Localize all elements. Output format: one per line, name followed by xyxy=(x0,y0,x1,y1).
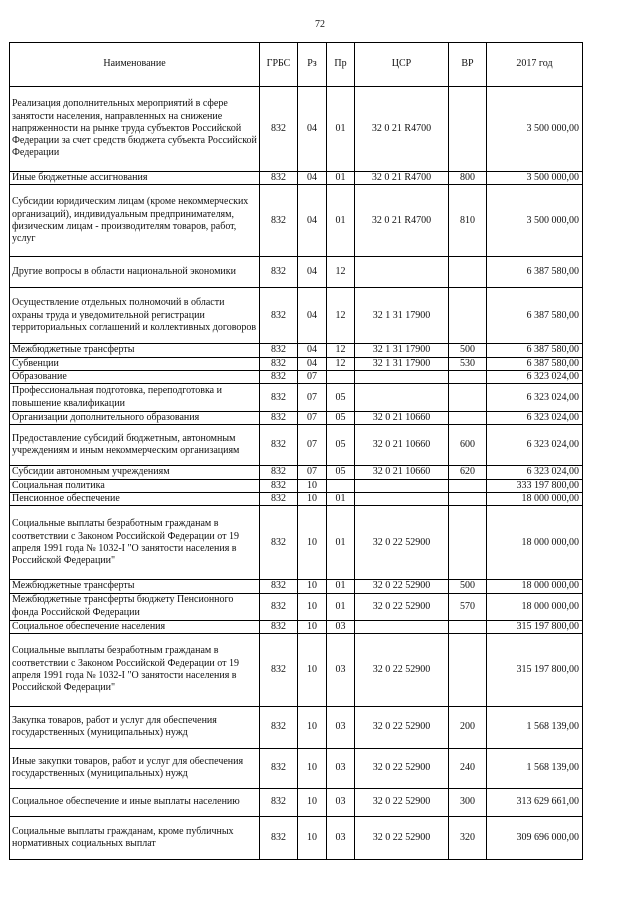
cell-csr xyxy=(355,493,449,506)
cell-grbs: 832 xyxy=(260,479,298,492)
cell-name: Закупка товаров, работ и услуг для обеспечения государственных (муниципальных) нужд xyxy=(10,706,260,748)
cell-grbs: 832 xyxy=(260,633,298,706)
cell-grbs: 832 xyxy=(260,493,298,506)
cell-amount: 18 000 000,00 xyxy=(487,593,583,620)
table-row xyxy=(10,493,583,506)
cell-rz: 10 xyxy=(298,479,327,492)
cell-amount: 6 323 024,00 xyxy=(487,466,583,479)
cell-grbs: 832 xyxy=(260,425,298,466)
table-row xyxy=(10,357,583,370)
cell-vr: 500 xyxy=(449,344,487,357)
cell-grbs: 832 xyxy=(260,185,298,257)
cell-vr: 240 xyxy=(449,748,487,788)
cell-grbs: 832 xyxy=(260,344,298,357)
cell-rz: 10 xyxy=(298,633,327,706)
cell-grbs: 832 xyxy=(260,357,298,370)
cell-amount: 3 500 000,00 xyxy=(487,185,583,257)
cell-vr xyxy=(449,257,487,288)
cell-name: Организации дополнительного образования xyxy=(10,412,260,425)
cell-vr xyxy=(449,87,487,172)
cell-pr xyxy=(327,479,355,492)
cell-grbs: 832 xyxy=(260,748,298,788)
table-row xyxy=(10,412,583,425)
cell-amount: 6 387 580,00 xyxy=(487,257,583,288)
cell-pr: 01 xyxy=(327,87,355,172)
cell-vr xyxy=(449,384,487,412)
table-row xyxy=(10,185,583,257)
cell-vr xyxy=(449,370,487,383)
cell-rz: 10 xyxy=(298,593,327,620)
column-header-rz: Рз xyxy=(298,43,327,87)
cell-name: Пенсионное обеспечение xyxy=(10,493,260,506)
cell-amount: 315 197 800,00 xyxy=(487,620,583,633)
cell-csr xyxy=(355,479,449,492)
cell-pr: 05 xyxy=(327,412,355,425)
cell-vr xyxy=(449,479,487,492)
cell-rz: 10 xyxy=(298,706,327,748)
column-header-csr: ЦСР xyxy=(355,43,449,87)
cell-amount: 1 568 139,00 xyxy=(487,748,583,788)
cell-name: Образование xyxy=(10,370,260,383)
cell-rz: 04 xyxy=(298,357,327,370)
table-row xyxy=(10,788,583,816)
cell-name: Субсидии юридическим лицам (кроме некоммерческих организаций), индивидуальным предпринимателям, физическим лицам - производителям товаров, работ, услуг xyxy=(10,185,260,257)
cell-grbs: 832 xyxy=(260,87,298,172)
cell-name: Межбюджетные трансферты xyxy=(10,344,260,357)
cell-pr: 01 xyxy=(327,593,355,620)
cell-vr xyxy=(449,506,487,580)
table-row xyxy=(10,580,583,593)
cell-name: Социальное обеспечение и иные выплаты населению xyxy=(10,788,260,816)
table-row xyxy=(10,506,583,580)
cell-vr xyxy=(449,493,487,506)
cell-pr: 12 xyxy=(327,357,355,370)
cell-rz: 10 xyxy=(298,816,327,859)
cell-rz: 10 xyxy=(298,788,327,816)
cell-amount: 309 696 000,00 xyxy=(487,816,583,859)
cell-pr: 03 xyxy=(327,706,355,748)
cell-amount: 313 629 661,00 xyxy=(487,788,583,816)
cell-grbs: 832 xyxy=(260,384,298,412)
cell-csr: 32 0 22 52900 xyxy=(355,788,449,816)
cell-amount: 3 500 000,00 xyxy=(487,87,583,172)
cell-amount: 6 323 024,00 xyxy=(487,384,583,412)
cell-pr: 05 xyxy=(327,384,355,412)
cell-csr: 32 1 31 17900 xyxy=(355,288,449,344)
cell-amount: 333 197 800,00 xyxy=(487,479,583,492)
cell-csr: 32 1 31 17900 xyxy=(355,357,449,370)
cell-pr: 12 xyxy=(327,288,355,344)
cell-name: Иные закупки товаров, работ и услуг для обеспечения государственных (муниципальных) нужд xyxy=(10,748,260,788)
cell-rz: 10 xyxy=(298,493,327,506)
cell-pr: 12 xyxy=(327,344,355,357)
cell-rz: 10 xyxy=(298,748,327,788)
column-header-grbs: ГРБС xyxy=(260,43,298,87)
cell-amount: 3 500 000,00 xyxy=(487,172,583,185)
cell-amount: 315 197 800,00 xyxy=(487,633,583,706)
cell-grbs: 832 xyxy=(260,788,298,816)
cell-csr: 32 0 21 10660 xyxy=(355,412,449,425)
cell-vr: 570 xyxy=(449,593,487,620)
cell-grbs: 832 xyxy=(260,172,298,185)
column-header-year: 2017 год xyxy=(487,43,583,87)
page-number: 72 xyxy=(315,19,325,30)
cell-csr: 32 0 21 R4700 xyxy=(355,87,449,172)
table-row xyxy=(10,288,583,344)
cell-csr xyxy=(355,620,449,633)
cell-rz: 04 xyxy=(298,87,327,172)
column-header-name: Наименование xyxy=(10,43,260,87)
cell-pr: 03 xyxy=(327,748,355,788)
cell-name: Профессиональная подготовка, переподготовка и повышение квалификации xyxy=(10,384,260,412)
table-row xyxy=(10,593,583,620)
table-row xyxy=(10,633,583,706)
cell-grbs: 832 xyxy=(260,706,298,748)
cell-amount: 1 568 139,00 xyxy=(487,706,583,748)
cell-vr: 300 xyxy=(449,788,487,816)
cell-pr: 03 xyxy=(327,788,355,816)
cell-name: Предоставление субсидий бюджетным, автономным учреждениям и иным некоммерческим организациям xyxy=(10,425,260,466)
cell-vr: 200 xyxy=(449,706,487,748)
cell-name: Субсидии автономным учреждениям xyxy=(10,466,260,479)
cell-name: Социальные выплаты гражданам, кроме публичных нормативных социальных выплат xyxy=(10,816,260,859)
column-header-vr: ВР xyxy=(449,43,487,87)
cell-csr: 32 0 22 52900 xyxy=(355,506,449,580)
cell-vr xyxy=(449,288,487,344)
cell-rz: 07 xyxy=(298,425,327,466)
cell-vr: 810 xyxy=(449,185,487,257)
cell-vr xyxy=(449,620,487,633)
table-row xyxy=(10,466,583,479)
cell-grbs: 832 xyxy=(260,506,298,580)
cell-pr: 01 xyxy=(327,493,355,506)
cell-pr xyxy=(327,370,355,383)
cell-csr: 32 0 22 52900 xyxy=(355,633,449,706)
cell-csr: 32 0 21 10660 xyxy=(355,425,449,466)
cell-name: Реализация дополнительных мероприятий в сфере занятости населения, направленных на снижение напряженности на рынке труда субъектов Российской Федерации за счет средств бюджета субъекта Российской Федерации xyxy=(10,87,260,172)
cell-grbs: 832 xyxy=(260,257,298,288)
cell-pr: 03 xyxy=(327,620,355,633)
cell-name: Осуществление отдельных полномочий в области охраны труда и уведомительной регистрации территориальных соглашений и коллективных договоров xyxy=(10,288,260,344)
table-row xyxy=(10,257,583,288)
table-row xyxy=(10,87,583,172)
cell-csr: 32 0 22 52900 xyxy=(355,816,449,859)
cell-grbs: 832 xyxy=(260,370,298,383)
cell-pr: 03 xyxy=(327,816,355,859)
cell-pr: 12 xyxy=(327,257,355,288)
cell-csr: 32 0 22 52900 xyxy=(355,593,449,620)
cell-amount: 18 000 000,00 xyxy=(487,506,583,580)
cell-rz: 10 xyxy=(298,580,327,593)
cell-rz: 07 xyxy=(298,466,327,479)
cell-vr: 800 xyxy=(449,172,487,185)
cell-vr: 530 xyxy=(449,357,487,370)
cell-csr xyxy=(355,257,449,288)
cell-name: Социальные выплаты безработным гражданам в соответствии с Законом Российской Федерации от 19 апреля 1991 года № 1032-I "О занятости населения в Российской Федерации" xyxy=(10,506,260,580)
cell-rz: 10 xyxy=(298,620,327,633)
cell-vr xyxy=(449,633,487,706)
cell-pr: 01 xyxy=(327,185,355,257)
cell-grbs: 832 xyxy=(260,466,298,479)
cell-rz: 07 xyxy=(298,384,327,412)
column-header-pr: Пр xyxy=(327,43,355,87)
table-row xyxy=(10,384,583,412)
cell-vr xyxy=(449,412,487,425)
cell-pr: 01 xyxy=(327,580,355,593)
cell-rz: 04 xyxy=(298,288,327,344)
cell-csr: 32 0 22 52900 xyxy=(355,580,449,593)
cell-csr: 32 1 31 17900 xyxy=(355,344,449,357)
table-row xyxy=(10,172,583,185)
cell-amount: 18 000 000,00 xyxy=(487,493,583,506)
cell-rz: 07 xyxy=(298,370,327,383)
cell-csr: 32 0 22 52900 xyxy=(355,748,449,788)
cell-name: Социальные выплаты безработным гражданам в соответствии с Законом Российской Федерации от 19 апреля 1991 года № 1032-I "О занятости населения в Российской Федерации" xyxy=(10,633,260,706)
table-row xyxy=(10,706,583,748)
cell-csr xyxy=(355,370,449,383)
cell-amount: 6 323 024,00 xyxy=(487,412,583,425)
cell-grbs: 832 xyxy=(260,620,298,633)
cell-csr xyxy=(355,384,449,412)
cell-csr: 32 0 21 R4700 xyxy=(355,172,449,185)
cell-name: Иные бюджетные ассигнования xyxy=(10,172,260,185)
cell-rz: 10 xyxy=(298,506,327,580)
cell-amount: 6 387 580,00 xyxy=(487,288,583,344)
table-row xyxy=(10,370,583,383)
cell-name: Субвенции xyxy=(10,357,260,370)
cell-rz: 04 xyxy=(298,185,327,257)
table-row xyxy=(10,425,583,466)
cell-name: Социальное обеспечение населения xyxy=(10,620,260,633)
cell-name: Другие вопросы в области национальной экономики xyxy=(10,257,260,288)
cell-pr: 03 xyxy=(327,633,355,706)
cell-vr: 600 xyxy=(449,425,487,466)
table-row xyxy=(10,620,583,633)
cell-pr: 05 xyxy=(327,425,355,466)
cell-vr: 620 xyxy=(449,466,487,479)
cell-csr: 32 0 22 52900 xyxy=(355,706,449,748)
cell-amount: 6 387 580,00 xyxy=(487,344,583,357)
cell-csr: 32 0 21 10660 xyxy=(355,466,449,479)
table-row xyxy=(10,748,583,788)
cell-rz: 04 xyxy=(298,172,327,185)
table-row xyxy=(10,344,583,357)
cell-grbs: 832 xyxy=(260,412,298,425)
cell-grbs: 832 xyxy=(260,580,298,593)
cell-name: Межбюджетные трансферты бюджету Пенсионного фонда Российской Федерации xyxy=(10,593,260,620)
cell-amount: 6 323 024,00 xyxy=(487,425,583,466)
table-header-row xyxy=(10,43,583,87)
table-row xyxy=(10,479,583,492)
budget-table xyxy=(9,42,583,860)
cell-pr: 01 xyxy=(327,506,355,580)
cell-vr: 320 xyxy=(449,816,487,859)
cell-vr: 500 xyxy=(449,580,487,593)
cell-grbs: 832 xyxy=(260,593,298,620)
cell-pr: 05 xyxy=(327,466,355,479)
cell-name: Межбюджетные трансферты xyxy=(10,580,260,593)
cell-rz: 04 xyxy=(298,344,327,357)
cell-grbs: 832 xyxy=(260,816,298,859)
cell-csr: 32 0 21 R4700 xyxy=(355,185,449,257)
table-row xyxy=(10,816,583,859)
cell-amount: 6 323 024,00 xyxy=(487,370,583,383)
cell-amount: 6 387 580,00 xyxy=(487,357,583,370)
cell-name: Социальная политика xyxy=(10,479,260,492)
cell-amount: 18 000 000,00 xyxy=(487,580,583,593)
cell-rz: 04 xyxy=(298,257,327,288)
cell-pr: 01 xyxy=(327,172,355,185)
cell-grbs: 832 xyxy=(260,288,298,344)
cell-rz: 07 xyxy=(298,412,327,425)
